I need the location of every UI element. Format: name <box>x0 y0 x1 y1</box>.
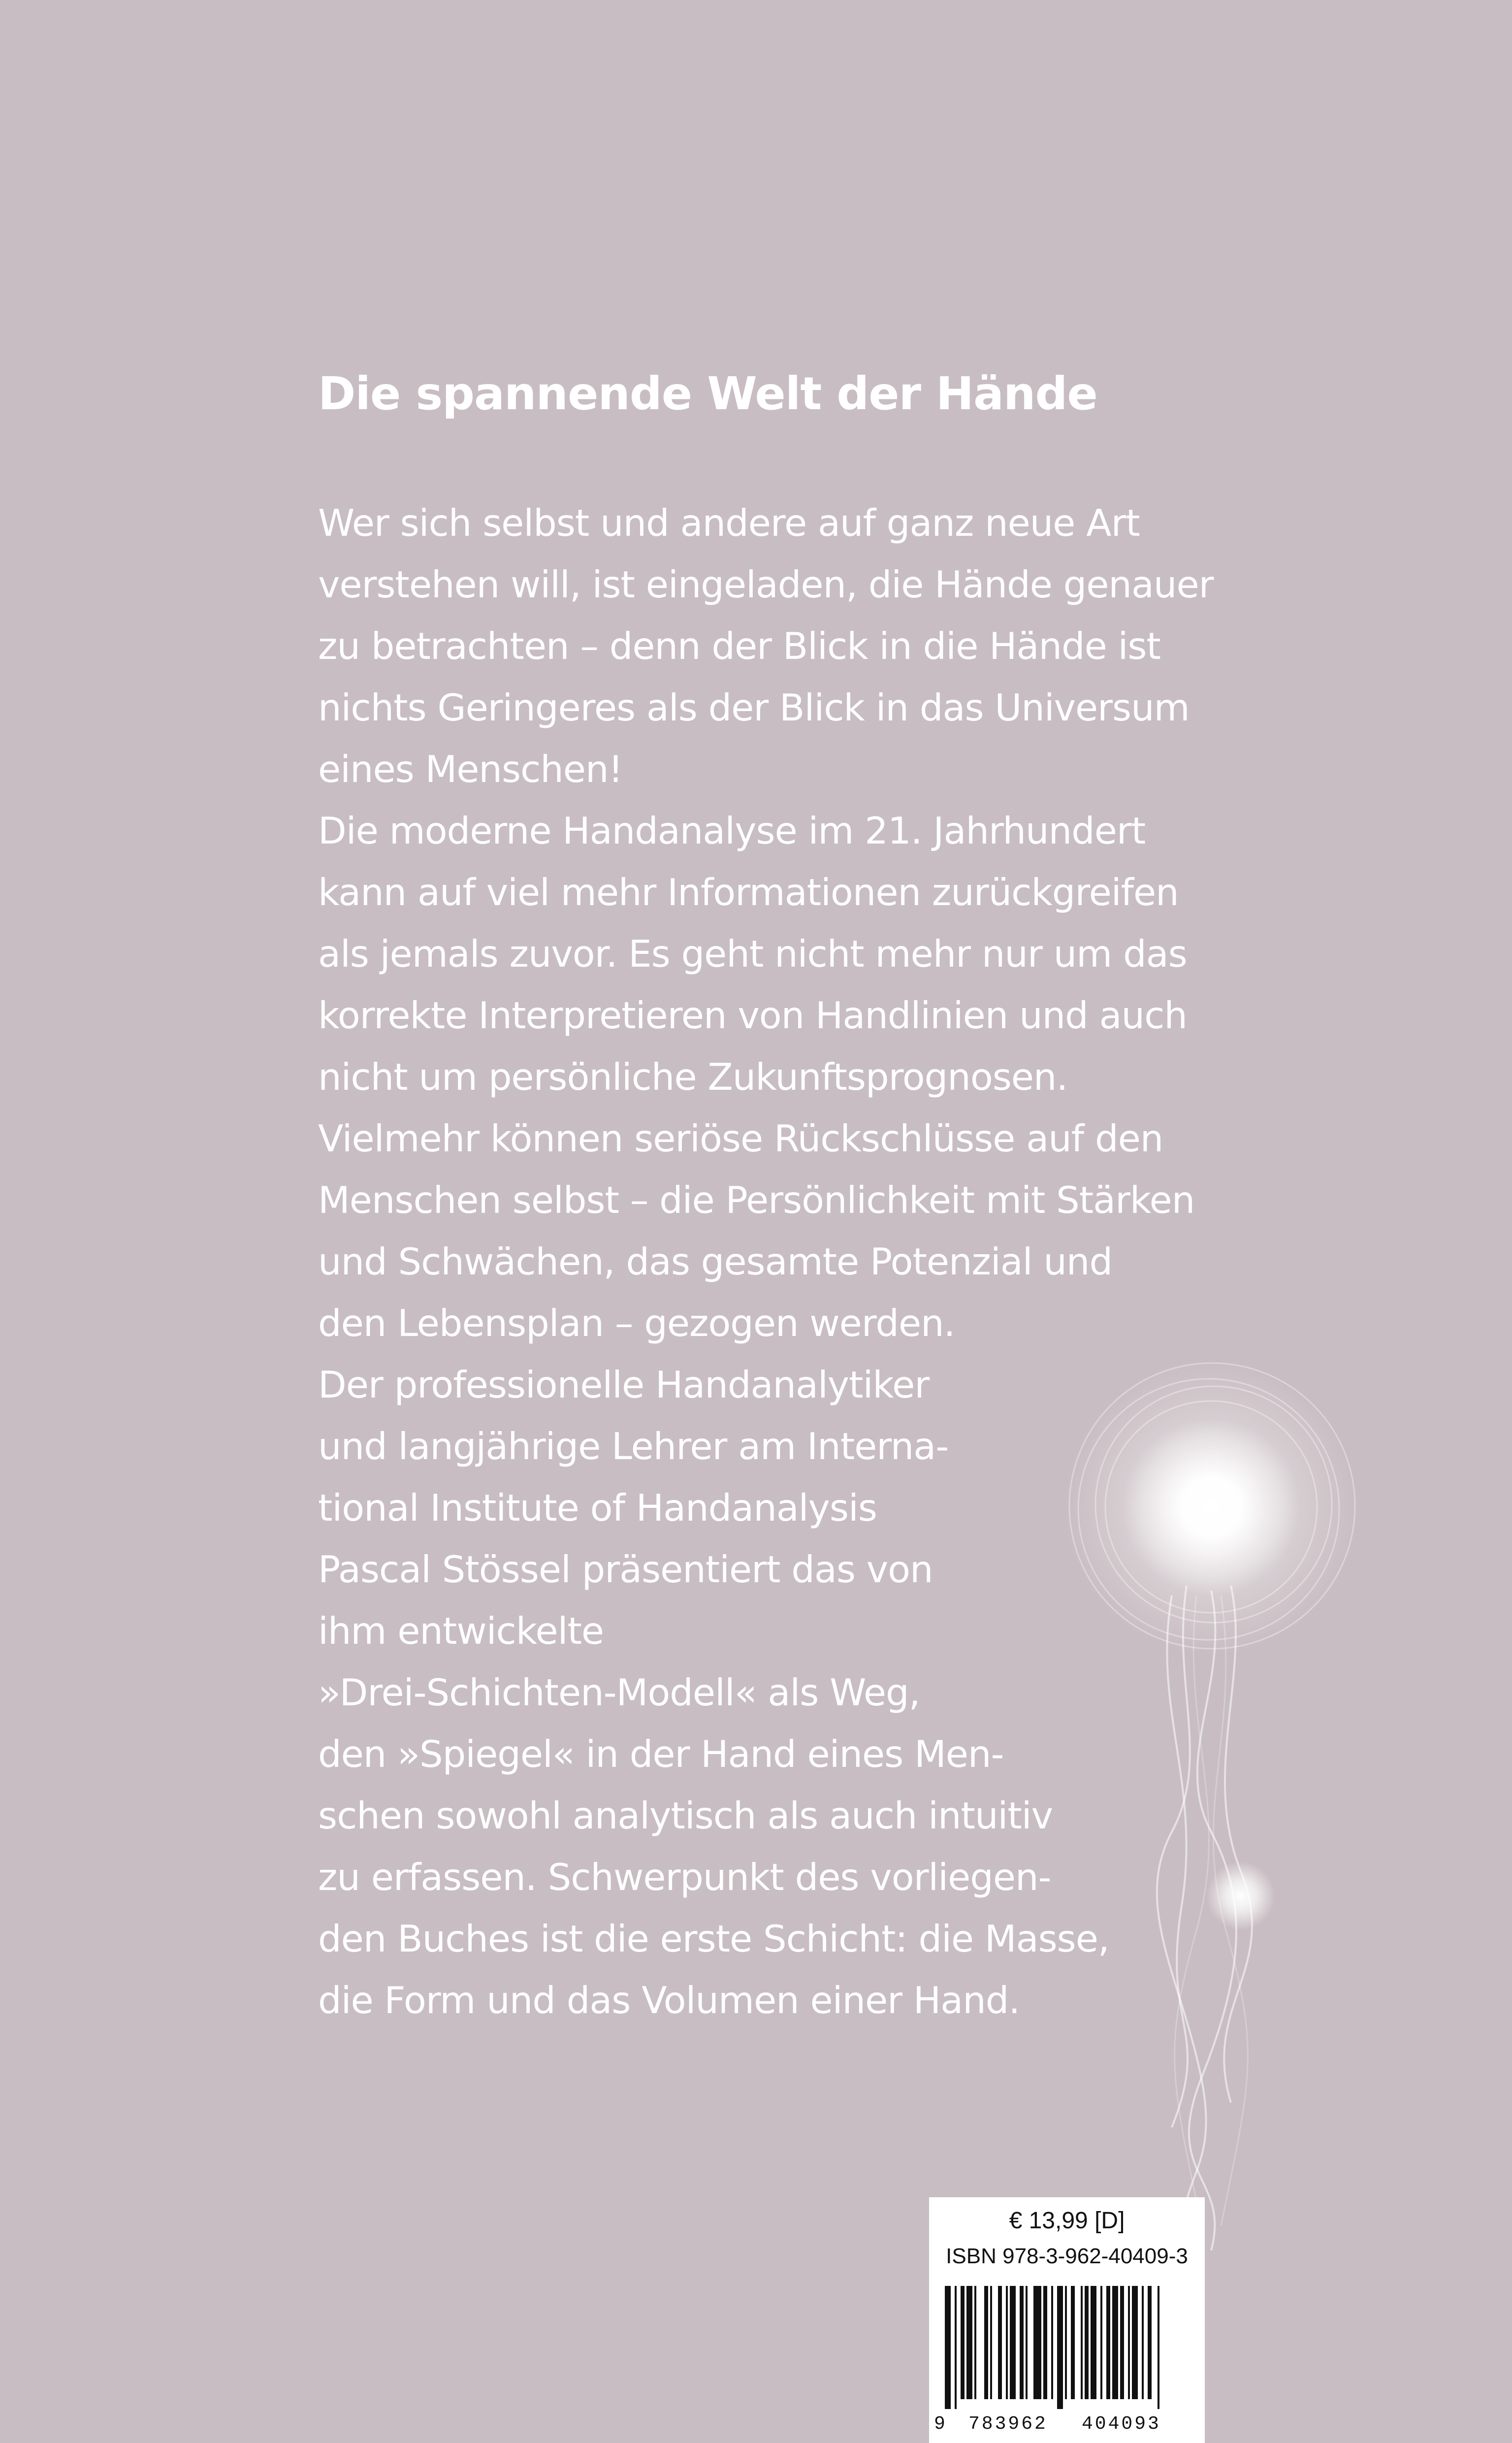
barcode-bar <box>966 2286 972 2399</box>
blurb-line: verstehen will, ist eingeladen, die Hände genauer <box>318 563 1214 606</box>
blurb-line: nichts Geringeres als der Blick in das Universum <box>318 686 1190 729</box>
blurb-line: zu betrachten – denn der Blick in die Hände ist <box>318 624 1160 668</box>
blurb-line: den »Spiegel« in der Hand eines Men- <box>318 1732 1004 1776</box>
barcode-bar <box>961 2286 965 2399</box>
barcode-bar <box>1065 2286 1067 2399</box>
barcode-bar <box>1091 2286 1096 2399</box>
barcode-bar <box>1142 2286 1144 2399</box>
barcode-bar <box>1043 2286 1047 2399</box>
barcode-bar <box>1112 2286 1118 2399</box>
barcode-digits-left: 783962 <box>968 2413 1048 2435</box>
blurb-line: Vielmehr können seriöse Rückschlüsse auf den <box>318 1117 1163 1160</box>
glowing-orb-illustration <box>1024 1290 1398 2255</box>
blurb-line: ihm entwickelte <box>318 1609 604 1653</box>
barcode-bar <box>1026 2286 1028 2399</box>
price-label: € 13,99 [D] <box>1009 2208 1125 2234</box>
barcode-bar <box>984 2286 988 2399</box>
blurb-line: und Schwächen, das gesamte Potenzial und <box>318 1240 1113 1283</box>
blurb-line: tional Institute of Handanalysis <box>318 1486 877 1530</box>
blurb-line: zu erfassen. Schwerpunkt des vorliegen- <box>318 1856 1051 1899</box>
blurb-line: Der professionelle Handanalytiker <box>318 1363 930 1406</box>
barcode-icon <box>943 2286 1191 2409</box>
barcode-bar <box>1081 2286 1083 2399</box>
price-barcode-box <box>929 2197 1205 2443</box>
blurb-line: den Lebensplan – gezogen werden. <box>318 1302 955 1345</box>
barcode-bar <box>955 2286 957 2409</box>
blurb-line: Die moderne Handanalyse im 21. Jahrhundert <box>318 809 1146 852</box>
barcode-bar <box>945 2286 951 2409</box>
barcode-bar <box>998 2286 1002 2399</box>
barcode-digit-first: 9 <box>934 2413 945 2435</box>
blurb-line: kann auf viel mehr Informationen zurückgreifen <box>318 871 1179 914</box>
blurb-line: Pascal Stössel präsentiert das von <box>318 1548 933 1591</box>
barcode-bar <box>974 2286 976 2399</box>
barcode-bar <box>1128 2286 1130 2399</box>
cover-headline: Die spannende Welt der Hände <box>318 367 1097 420</box>
barcode-bar <box>1148 2286 1152 2399</box>
blurb-line: korrekte Interpretieren von Handlinien und auch <box>318 994 1187 1037</box>
barcode-bar <box>1106 2286 1110 2399</box>
barcode-digits <box>934 2412 1200 2437</box>
blurb-line: schen sowohl analytisch als auch intuitiv <box>318 1794 1053 1837</box>
barcode-bar <box>1158 2286 1159 2409</box>
barcode-bar <box>1085 2286 1089 2399</box>
barcode-bar <box>1100 2286 1102 2399</box>
blurb-line: nicht um persönliche Zukunftsprognosen. <box>318 1055 1068 1099</box>
barcode-bar <box>1051 2286 1053 2399</box>
barcode-bar <box>1057 2286 1063 2409</box>
barcode-bar <box>1010 2286 1016 2399</box>
barcode-bar <box>1120 2286 1124 2399</box>
blurb-line: Wer sich selbst und andere auf ganz neue Art <box>318 501 1140 545</box>
barcode-bar <box>1033 2286 1041 2399</box>
barcode-bar <box>1071 2286 1075 2399</box>
barcode-bar <box>1006 2286 1008 2399</box>
barcode-digits-right: 404093 <box>1082 2413 1161 2435</box>
barcode-bar <box>1132 2286 1138 2399</box>
blurb-line: »Drei-Schichten-Modell« als Weg, <box>318 1671 920 1714</box>
blurb-line: Menschen selbst – die Persönlichkeit mit Stärken <box>318 1178 1195 1222</box>
barcode-bar <box>990 2286 992 2399</box>
blurb-line: eines Menschen! <box>318 748 623 791</box>
barcode-bar <box>1020 2286 1024 2399</box>
blurb-line: die Form und das Volumen einer Hand. <box>318 1979 1020 2022</box>
blurb-line: und langjährige Lehrer am Interna- <box>318 1425 949 1468</box>
blurb-line: als jemals zuvor. Es geht nicht mehr nur um das <box>318 932 1187 976</box>
isbn-label: ISBN 978-3-962-40409-3 <box>946 2244 1188 2268</box>
blurb-line: den Buches ist die erste Schicht: die Masse, <box>318 1917 1109 1960</box>
